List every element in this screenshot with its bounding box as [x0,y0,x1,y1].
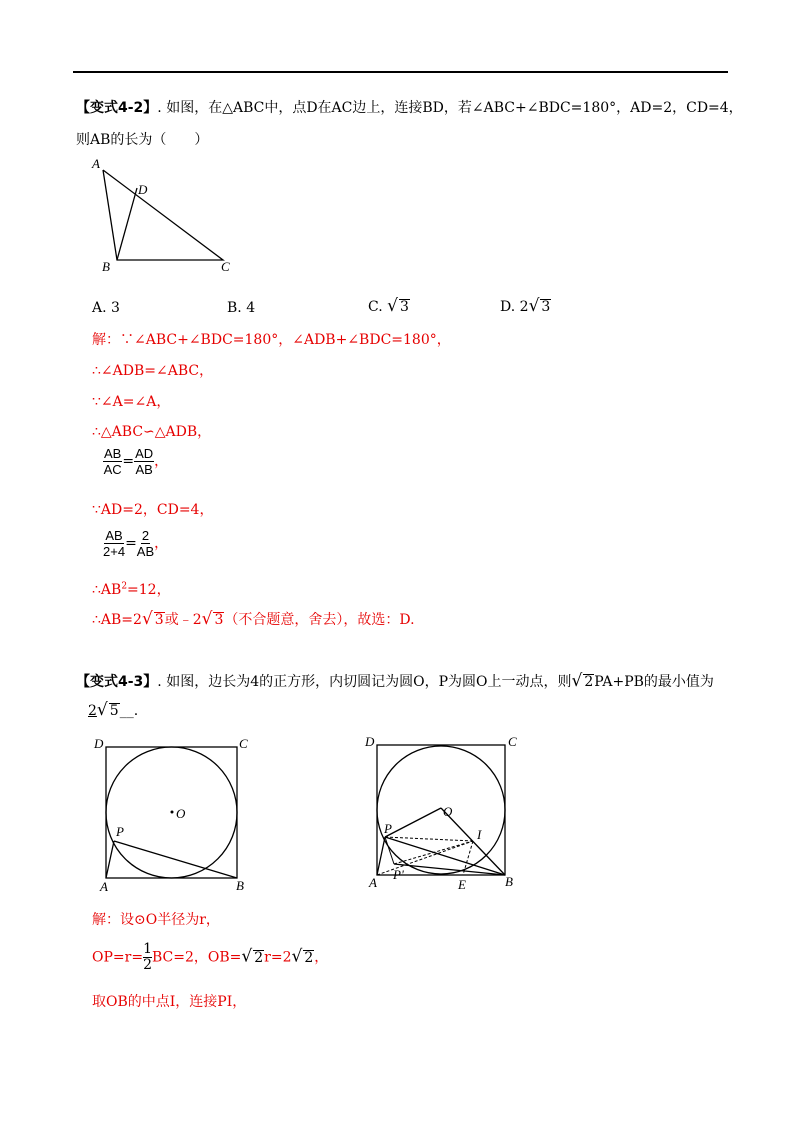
square-figure-2 [360,733,530,893]
label-c: C [239,736,248,751]
option-c: C. √ 3 [368,296,409,316]
square-figure-1 [88,733,258,893]
solution-line: OP=r= $\frac{1}{2}$ BC=2，OB=√ 2r=2√ 2， [92,941,329,973]
label-d: D [138,182,148,197]
label-e: E [458,877,466,892]
solution-line: ∴∠ADB=∠ABC， [92,363,214,379]
label-o: O [443,804,453,819]
label-a: A [369,875,377,890]
option-a: A. 3 [92,300,120,316]
fraction-equation-2: $\frac{AB}{2+4}$ = $\frac{2}{AB}$ ， [103,528,169,559]
fraction-equation-1: $\frac{AB}{AC}$ = $\frac{AD}{AB}$ ， [103,446,169,477]
header-rule [73,71,728,73]
label-i: I [477,827,482,842]
label-c: C [508,734,517,749]
problem-4-2-stem-line2: 则AB的长为（ ） [76,132,209,148]
label-o: O [176,806,186,821]
solution-line: 取OB的中点I，连接PI， [92,994,247,1010]
triangle-figure [80,150,250,275]
center-dot [171,811,174,814]
problem-label: 【变式4-2】 [76,100,158,116]
label-b: B [102,259,110,274]
segment-pa [106,841,114,878]
label-a: A [100,879,108,893]
option-b: B. 4 [227,300,256,316]
option-d: D. 2√ 3 [500,296,551,316]
answer-blank: 2√ 5__. [88,700,139,720]
segment-bd [117,188,137,260]
segment-p-pp [385,837,394,864]
solution-line: $\therefore AB^2=12$， [92,581,171,598]
solution-line: ∴AB=2√ 3或﹣2√ 3（不合题意，舍去），故选：D. [92,609,415,629]
solution-line: 解：设⊙O半径为r， [92,912,220,928]
label-a: A [92,156,100,171]
label-b: B [505,874,513,889]
label-b: B [236,878,244,893]
solution-line: ∵∠A=∠A， [92,394,171,410]
solution-line: ∵AD=2，CD=4， [92,502,214,518]
segment-pi [385,837,473,841]
solution-line: 解：∵∠ABC+∠BDC=180°，∠ADB+∠BDC=180°， [92,332,451,348]
label-c: C [221,259,230,274]
problem-4-2-stem [76,97,743,117]
label-d: D [94,736,104,751]
segment-pa [377,837,385,875]
segment-pb [114,841,237,878]
segment-ie [463,841,473,875]
label-d: D [365,734,375,749]
label-p-prime: P' [393,867,404,882]
problem-text: . 如图，在△ABC中，点D在AC边上，连接BD，若∠ABC+∠BDC=180°，AD=2，CD=4， [157,100,743,116]
label-p: P [384,821,392,836]
label-p: P [116,824,124,839]
segment-op [385,808,441,837]
solution-line: ∴△ABC∽△ADB， [92,424,212,440]
problem-label: 【变式4-3】 [76,674,158,690]
problem-4-3-stem: 【变式4-3】. 如图，边长为4的正方形，内切圆记为圆O，P为圆O上一动点，则√ 2PA+PB的最小值为 [76,671,714,691]
